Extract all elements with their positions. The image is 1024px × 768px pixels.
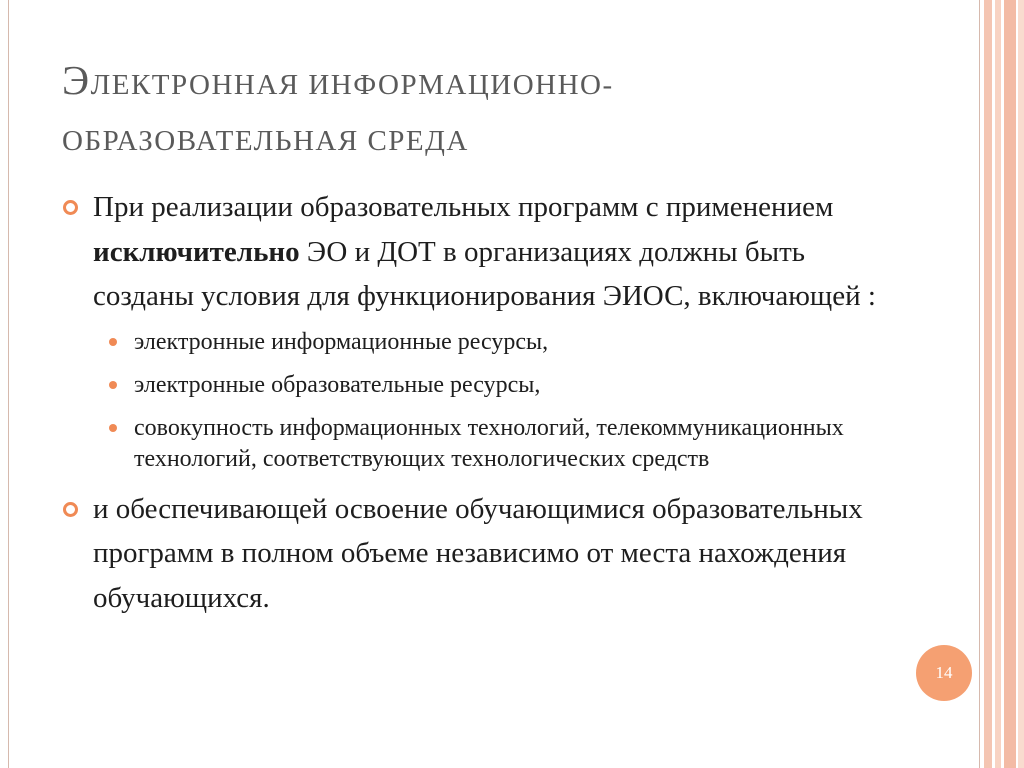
slide-content <box>62 185 902 620</box>
slide-title <box>62 52 922 169</box>
sub-list-item <box>62 413 902 475</box>
bullet-emphasis: исключительно <box>93 235 300 268</box>
sub-item-text: совокупность информационных технологий, телекоммуникационных технологий, соответствующих технологических средств <box>134 414 844 472</box>
title-line-1 <box>62 52 922 113</box>
sub-list-item <box>62 370 902 401</box>
bullet-marker-icon <box>63 502 78 517</box>
page-number-badge: 14 <box>916 645 972 701</box>
title-line-1-rest: ЛЕКТРОННАЯ ИНФОРМАЦИОННО- <box>90 69 614 101</box>
bullet-item <box>62 185 902 319</box>
bullet-text: При реализации образовательных программ с применением <box>93 191 834 223</box>
sub-list-item <box>62 327 902 358</box>
decor-stripe <box>984 0 992 768</box>
sub-bullet-dot-icon <box>109 338 117 346</box>
title-initial: Э <box>62 57 91 103</box>
decor-stripe <box>995 0 1001 768</box>
decor-stripe <box>1004 0 1016 768</box>
sub-list <box>62 327 902 475</box>
sub-item-text: электронные информационные ресурсы, <box>134 328 549 355</box>
sub-item-text: электронные образовательные ресурсы, <box>134 371 541 398</box>
bullet-item <box>62 487 902 621</box>
decor-stripe <box>1018 0 1024 768</box>
bullet-text: и обеспечивающей освоение обучающимися образовательных программ в полном объеме независимо от места нахождения обучающихся. <box>93 492 863 614</box>
sub-bullet-dot-icon <box>109 381 117 389</box>
bullet-text: ЭО и ДОТ в организациях должны быть созданы условия для функционирования ЭИОС, включающей : <box>93 235 876 312</box>
title-line-2: ОБРАЗОВАТЕЛЬНАЯ СРЕДА <box>62 125 469 157</box>
sub-bullet-dot-icon <box>109 424 117 432</box>
bullet-marker-icon <box>63 200 78 215</box>
